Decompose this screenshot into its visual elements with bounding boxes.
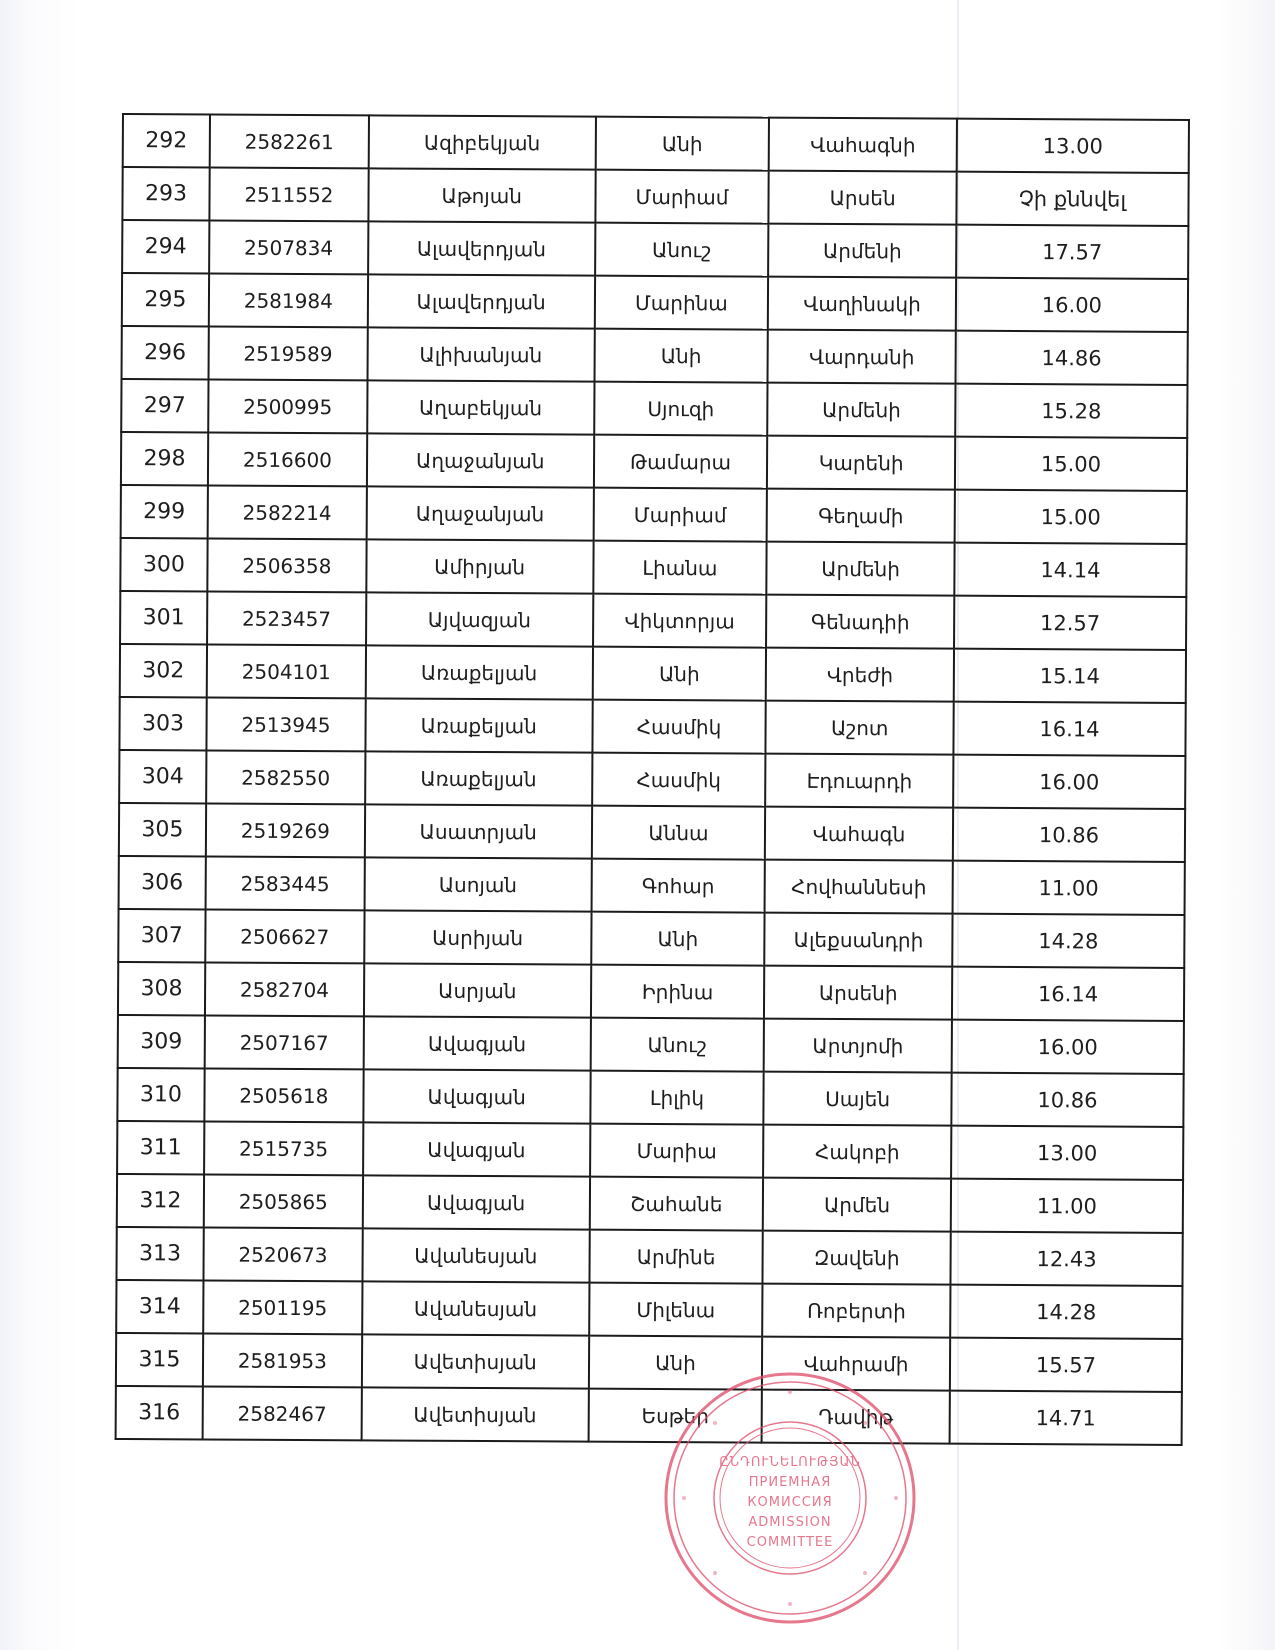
first-name-cell: Անուշ (595, 223, 769, 277)
patronymic-cell: Արտյոմի (764, 1019, 952, 1073)
row-number-cell: 312 (117, 1174, 204, 1227)
surname-cell: Ասրյան (364, 963, 591, 1017)
first-name-cell: Գոհար (591, 859, 765, 913)
first-name-cell: Անի (595, 117, 769, 171)
patronymic-cell: Վահագնի (769, 118, 957, 172)
surname-cell: Ասրիյան (364, 910, 591, 964)
surname-cell: Ազիբեկյան (369, 115, 596, 169)
surname-cell: Աղաջանյան (366, 486, 593, 540)
table-row (120, 591, 1186, 650)
applicant-id-cell: 2511552 (209, 167, 368, 221)
row-number-cell: 299 (121, 485, 208, 538)
applicant-id-cell: 2581953 (203, 1333, 362, 1387)
first-name-cell: Լիանա (593, 541, 767, 595)
surname-cell: Ասոյան (364, 857, 591, 911)
first-name-cell: Անուշ (590, 1018, 764, 1072)
applicant-id-cell: 2582214 (208, 485, 367, 539)
surname-cell: Ալավերդյան (368, 221, 595, 275)
score-cell: Չի քննվել (956, 172, 1188, 226)
first-name-cell: Սյուզի (594, 382, 768, 436)
row-number-cell: 292 (123, 114, 210, 167)
patronymic-cell: Վրեժի (766, 648, 954, 702)
patronymic-cell: Վարդանի (768, 330, 956, 384)
surname-cell: Ավանեսյան (362, 1228, 589, 1282)
table-row (117, 1068, 1183, 1127)
row-number-cell: 311 (117, 1121, 204, 1174)
table-row (122, 167, 1188, 226)
score-cell: 14.28 (952, 914, 1184, 968)
first-name-cell: Անի (592, 647, 766, 701)
score-cell: 15.14 (954, 649, 1186, 703)
row-number-cell: 297 (121, 379, 208, 432)
table-row (119, 750, 1185, 809)
stamp-line-4: ADMISSION (748, 1515, 832, 1530)
patronymic-cell: Սայեն (764, 1072, 952, 1126)
table-row (122, 326, 1188, 385)
row-number-cell: 294 (122, 220, 209, 273)
first-name-cell: Անի (591, 912, 765, 966)
first-name-cell: Մարինա (594, 276, 768, 330)
applicant-id-cell: 2505618 (204, 1068, 363, 1122)
table-row (116, 1333, 1182, 1392)
admission-committee-stamp (660, 1368, 920, 1628)
first-name-cell: Թամարա (593, 435, 767, 489)
applicant-id-cell: 2507167 (205, 1015, 364, 1069)
first-name-cell: Արմինե (589, 1230, 763, 1284)
table-row (117, 1174, 1183, 1233)
score-cell: 14.71 (949, 1391, 1181, 1445)
results-table-body (116, 114, 1189, 1445)
table-row (121, 432, 1187, 491)
row-number-cell: 293 (122, 167, 209, 220)
row-number-cell: 304 (119, 750, 206, 803)
row-number-cell: 307 (118, 909, 205, 962)
score-cell: 14.86 (955, 331, 1187, 385)
patronymic-cell: Արսեն (769, 171, 957, 225)
first-name-cell: Մարիամ (595, 170, 769, 224)
score-cell: 13.00 (951, 1126, 1183, 1180)
score-cell: 17.57 (956, 225, 1188, 279)
first-name-cell: Անի (588, 1336, 762, 1390)
score-cell: 12.57 (954, 596, 1186, 650)
patronymic-cell: Վահագն (765, 807, 953, 861)
applicant-id-cell: 2582467 (202, 1386, 361, 1440)
patronymic-cell: Արսենի (764, 966, 952, 1020)
score-cell: 10.86 (951, 1073, 1183, 1127)
score-cell: 14.14 (954, 543, 1186, 597)
first-name-cell: Լիլիկ (590, 1071, 764, 1125)
first-name-cell: Հասմիկ (592, 700, 766, 754)
applicant-id-cell: 2505865 (204, 1174, 363, 1228)
first-name-cell: Վիկտորյա (593, 594, 767, 648)
surname-cell: Ավետիսյան (362, 1334, 589, 1388)
score-cell: 11.00 (952, 861, 1184, 915)
score-cell: 16.14 (952, 967, 1184, 1021)
row-number-cell: 301 (120, 591, 207, 644)
table-row (119, 697, 1185, 756)
score-cell: 15.00 (955, 437, 1187, 491)
applicant-id-cell: 2583445 (205, 856, 364, 910)
surname-cell: Ավագյան (363, 1175, 590, 1229)
row-number-cell: 308 (118, 962, 205, 1015)
table-row (122, 220, 1188, 279)
applicant-id-cell: 2582704 (205, 962, 364, 1016)
table-row (121, 485, 1187, 544)
surname-cell: Ավագյան (363, 1069, 590, 1123)
patronymic-cell: Արմենի (768, 383, 956, 437)
patronymic-cell: Հակոբի (763, 1125, 951, 1179)
score-cell: 16.00 (956, 278, 1188, 332)
patronymic-cell: Արմենի (767, 542, 955, 596)
table-row (118, 909, 1184, 968)
patronymic-cell: Հովհաննեսի (765, 860, 953, 914)
score-cell: 12.43 (950, 1232, 1182, 1286)
table-row (118, 1015, 1184, 1074)
stamp-line-2: ПРИЕМНАЯ (748, 1475, 832, 1490)
patronymic-cell: Ալեքսանդրի (765, 913, 953, 967)
applicant-id-cell: 2515735 (204, 1121, 363, 1175)
surname-cell: Աղաբեկյան (367, 380, 594, 434)
score-cell: 16.00 (953, 755, 1185, 809)
patronymic-cell: Արմեն (763, 1178, 951, 1232)
stamp-line-1: ԸՆԴՈՒՆԵԼՈՒԹՅԱՆ (719, 1455, 861, 1470)
applicant-id-cell: 2513945 (206, 697, 365, 751)
applicant-id-cell: 2506627 (205, 909, 364, 963)
surname-cell: Աղաջանյան (367, 433, 594, 487)
first-name-cell: Մարիա (590, 1124, 764, 1178)
score-cell: 14.28 (950, 1285, 1182, 1339)
applicant-id-cell: 2506358 (207, 538, 366, 592)
surname-cell: Ալավերդյան (368, 274, 595, 328)
patronymic-cell: Ռոբերտի (763, 1284, 951, 1338)
applicant-id-cell: 2581984 (209, 273, 368, 327)
patronymic-cell: Գենադիի (766, 595, 954, 649)
patronymic-cell: Գեղամի (767, 489, 955, 543)
score-cell: 15.00 (955, 490, 1187, 544)
surname-cell: Ալիխանյան (367, 327, 594, 381)
table-row (116, 1386, 1182, 1445)
applicant-id-cell: 2519269 (206, 803, 365, 857)
score-cell: 15.57 (950, 1338, 1182, 1392)
surname-cell: Ավագյան (363, 1016, 590, 1070)
patronymic-cell: Վաղինակի (768, 277, 956, 331)
table-row (116, 1280, 1182, 1339)
surname-cell: Ավագյան (363, 1122, 590, 1176)
stamp-line-5: COMMITTEE (746, 1535, 834, 1550)
table-row (121, 379, 1187, 438)
first-name-cell: Մարիամ (593, 488, 767, 542)
row-number-cell: 302 (120, 644, 207, 697)
table-row (123, 114, 1189, 173)
surname-cell: Ամիրյան (366, 539, 593, 593)
row-number-cell: 309 (118, 1015, 205, 1068)
patronymic-cell: Վահրամի (762, 1337, 950, 1391)
results-table (115, 113, 1190, 1446)
patronymic-cell: Զավենի (763, 1231, 951, 1285)
table-row (119, 803, 1185, 862)
applicant-id-cell: 2582261 (210, 114, 369, 168)
surname-cell: Առաքելյան (365, 698, 592, 752)
table-row (119, 856, 1185, 915)
score-cell: 11.00 (951, 1179, 1183, 1233)
first-name-cell: Եսթեր (588, 1389, 762, 1443)
first-name-cell: Իրինա (591, 965, 765, 1019)
row-number-cell: 306 (119, 856, 206, 909)
surname-cell: Աթոյան (368, 168, 595, 222)
patronymic-cell: Դավիթ (762, 1390, 950, 1444)
patronymic-cell: Աշոտ (766, 701, 954, 755)
row-number-cell: 310 (117, 1068, 204, 1121)
row-number-cell: 316 (116, 1386, 203, 1439)
applicant-id-cell: 2582550 (206, 750, 365, 804)
table-row (120, 644, 1186, 703)
row-number-cell: 296 (122, 326, 209, 379)
table-row (122, 273, 1188, 332)
first-name-cell: Աննա (591, 806, 765, 860)
row-number-cell: 295 (122, 273, 209, 326)
row-number-cell: 303 (119, 697, 206, 750)
surname-cell: Ասատրյան (365, 804, 592, 858)
score-cell: 16.00 (952, 1020, 1184, 1074)
table-row (116, 1227, 1182, 1286)
patronymic-cell: Էդուարդի (765, 754, 953, 808)
first-name-cell: Միլենա (589, 1283, 763, 1337)
surname-cell: Այվազյան (366, 592, 593, 646)
table-row (117, 1121, 1183, 1180)
row-number-cell: 305 (119, 803, 206, 856)
table-row (118, 962, 1184, 1021)
first-name-cell: Հասմիկ (592, 753, 766, 807)
surname-cell: Առաքելյան (365, 751, 592, 805)
applicant-id-cell: 2519589 (208, 326, 367, 380)
score-cell: 13.00 (957, 119, 1189, 173)
applicant-id-cell: 2516600 (208, 432, 367, 486)
score-cell: 15.28 (955, 384, 1187, 438)
applicant-id-cell: 2507834 (209, 220, 368, 274)
row-number-cell: 313 (116, 1227, 203, 1280)
surname-cell: Ավետիսյան (361, 1387, 588, 1441)
score-cell: 16.14 (953, 702, 1185, 756)
row-number-cell: 298 (121, 432, 208, 485)
first-name-cell: Շահանե (589, 1177, 763, 1231)
applicant-id-cell: 2501195 (203, 1280, 362, 1334)
applicant-id-cell: 2523457 (207, 591, 366, 645)
surname-cell: Ավանեսյան (362, 1281, 589, 1335)
table-row (120, 538, 1186, 597)
surname-cell: Առաքելյան (366, 645, 593, 699)
patronymic-cell: Արմենի (768, 224, 956, 278)
applicant-id-cell: 2504101 (207, 644, 366, 698)
applicant-id-cell: 2500995 (208, 379, 367, 433)
applicant-id-cell: 2520673 (203, 1227, 362, 1281)
stamp-line-3: КОМИССИЯ (747, 1495, 833, 1510)
score-cell: 10.86 (953, 808, 1185, 862)
row-number-cell: 315 (116, 1333, 203, 1386)
patronymic-cell: Կարենի (767, 436, 955, 490)
first-name-cell: Անի (594, 329, 768, 383)
row-number-cell: 300 (120, 538, 207, 591)
row-number-cell: 314 (116, 1280, 203, 1333)
